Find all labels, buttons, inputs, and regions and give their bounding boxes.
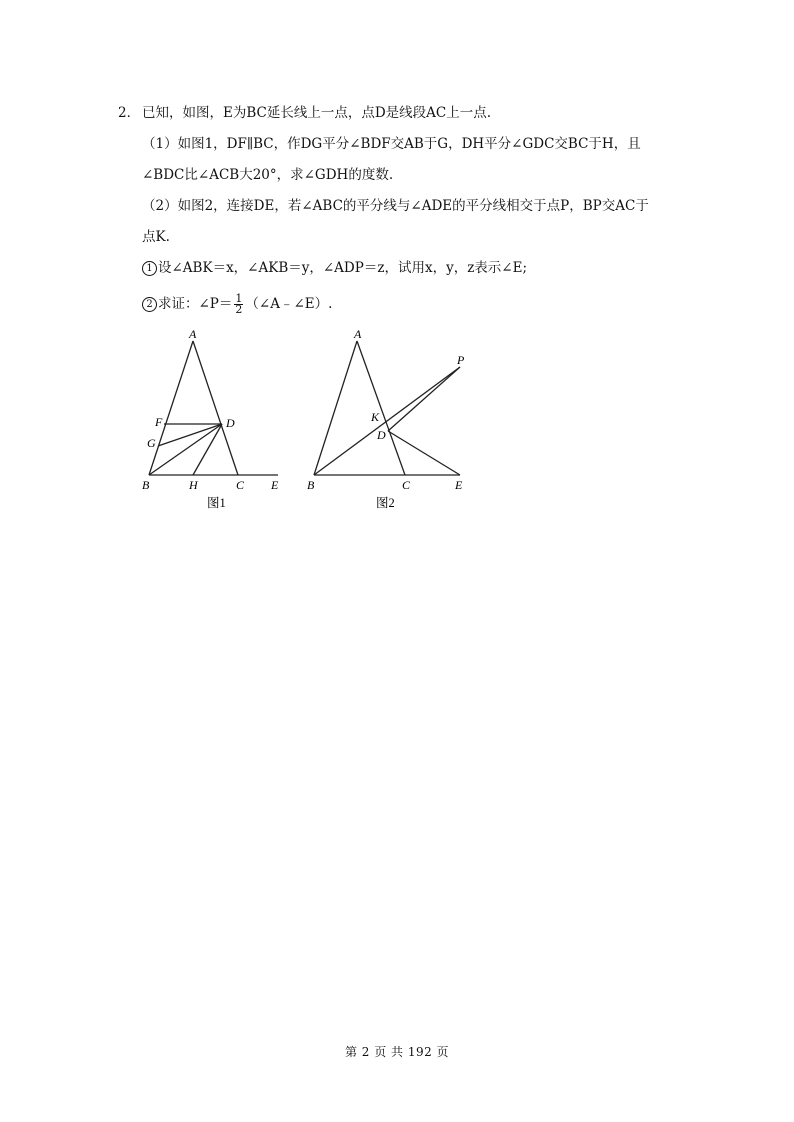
subquestion-1-text: 设∠ABK＝x，∠AKB＝y，∠ADP＝z，试用x，y，z表示∠E; <box>158 260 528 276</box>
label-p: P <box>457 353 465 367</box>
label-e: E <box>455 478 463 492</box>
subquestion-1 <box>142 259 527 277</box>
page-footer: 第 2 页 共 192 页 <box>344 1045 450 1059</box>
segment-dh <box>193 424 222 475</box>
part1-line1: （1）如图1，DF∥BC，作DG平分∠BDF交AB于G，DH平分∠GDC交BC于H，且 <box>142 136 641 152</box>
part1-line2: ∠BDC比∠ACB大20°，求∠GDH的度数. <box>142 167 394 183</box>
problem-intro: 已知，如图，E为BC延长线上一点，点D是线段AC上一点. <box>142 105 492 121</box>
label-e: E <box>271 478 279 492</box>
fraction-one-half <box>234 294 243 315</box>
fraction-numerator: 1 <box>235 292 243 305</box>
segment-dp <box>388 367 460 431</box>
label-c: C <box>402 478 411 492</box>
segment-ab <box>149 341 193 475</box>
part2-line2: 点K. <box>142 229 170 245</box>
segment-ac <box>193 341 238 475</box>
label-c: C <box>236 478 245 492</box>
label-b: B <box>142 478 150 492</box>
segment-bp <box>314 367 460 475</box>
segment-dg <box>158 424 222 446</box>
label-b: B <box>307 478 315 492</box>
label-a: A <box>189 327 197 341</box>
label-d: D <box>377 428 386 442</box>
problem-number: 2． <box>118 105 141 121</box>
circled-number-2: 2 <box>142 297 157 312</box>
label-f: F <box>155 415 163 429</box>
fraction-denominator: 2 <box>235 303 243 316</box>
segment-de <box>388 431 460 475</box>
subquestion-2-prefix: 求证：∠P＝ <box>158 296 233 312</box>
segment-ac <box>357 341 405 475</box>
segment-ab <box>314 341 357 475</box>
figure-2 <box>300 325 480 515</box>
segment-db <box>149 424 222 475</box>
subquestion-2-suffix: （∠A﹣∠E）. <box>245 296 333 312</box>
circled-number-1: 1 <box>142 261 157 276</box>
subquestion-2 <box>142 294 332 315</box>
label-g: G <box>147 436 156 450</box>
figure-1-caption: 图1 <box>207 496 226 510</box>
label-d: D <box>226 416 235 430</box>
label-k: K <box>371 410 380 424</box>
label-h: H <box>189 478 198 492</box>
figure-1 <box>130 325 300 515</box>
figure-2-caption: 图2 <box>376 496 395 510</box>
part2-line1: （2）如图2，连接DE，若∠ABC的平分线与∠ADE的平分线相交于点P，BP交AC于 <box>142 198 649 214</box>
label-a: A <box>354 327 362 341</box>
